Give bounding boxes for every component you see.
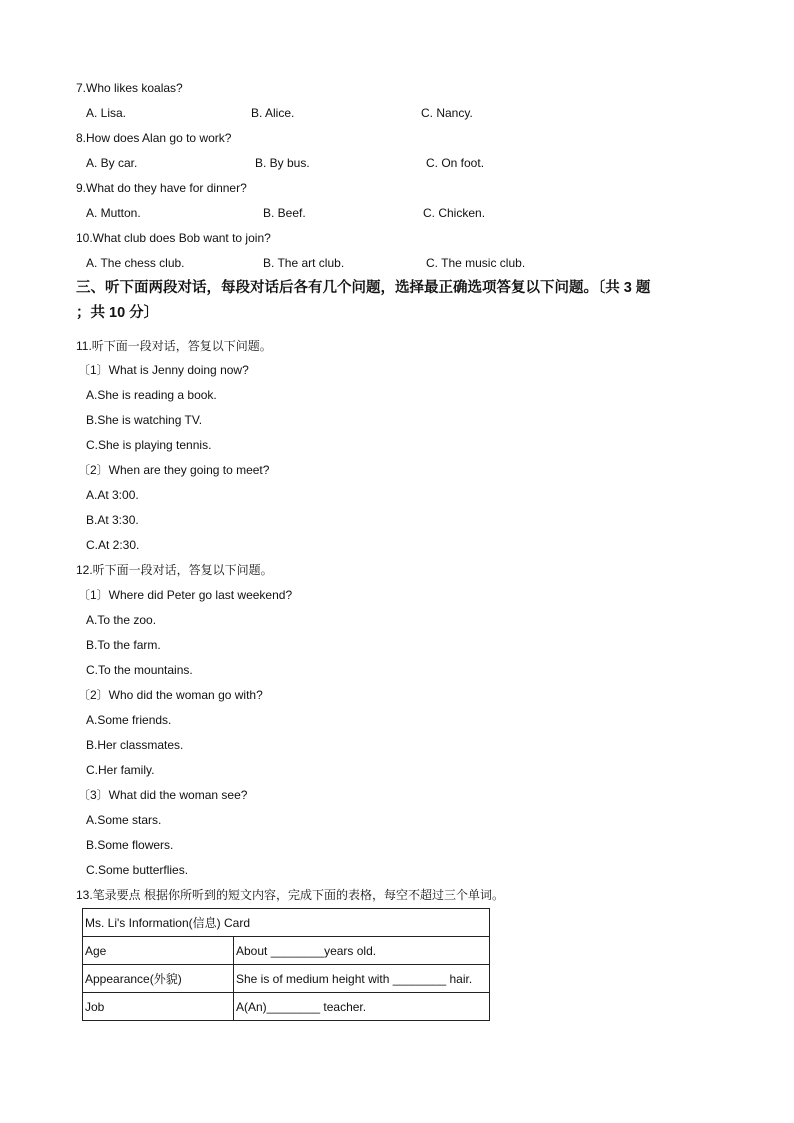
question-12-stem: 12.听下面一段对话，答复以下问题。 xyxy=(76,563,273,577)
q8-option-c: C. On foot. xyxy=(426,156,485,170)
question-8-stem: 8.How does Alan go to work? xyxy=(76,131,232,145)
table-row xyxy=(83,937,490,965)
q10-option-a: A. The chess club. xyxy=(86,256,185,270)
q11-sub1-option-b: B.She is watching TV. xyxy=(86,413,203,427)
q9-option-a: A. Mutton. xyxy=(86,206,141,220)
question-10-stem: 10.What club does Bob want to join? xyxy=(76,231,271,245)
q10-option-b: B. The art club. xyxy=(263,256,345,270)
q12-sub3-option-c: C.Some butterflies. xyxy=(86,863,189,877)
q12-sub3-option-b: B.Some flowers. xyxy=(86,838,174,852)
q12-sub1-option-b: B.To the farm. xyxy=(86,638,161,652)
q9-option-b: B. Beef. xyxy=(263,206,306,220)
info-card-table xyxy=(82,908,490,1021)
q12-sub1-option-c: C.To the mountains. xyxy=(86,663,193,677)
q7-option-a: A. Lisa. xyxy=(86,106,127,120)
question-7-stem: 7.Who likes koalas? xyxy=(76,81,183,95)
q7-option-c: C. Nancy. xyxy=(421,106,473,120)
row-value-appearance: She is of medium height with ________ hair. xyxy=(234,965,490,993)
q11-sub1-stem: 〔1〕What is Jenny doing now? xyxy=(78,363,249,377)
q8-option-a: A. By car. xyxy=(86,156,138,170)
table-title: Ms. Li's Information(信息) Card xyxy=(83,909,490,937)
q8-option-b: B. By bus. xyxy=(255,156,310,170)
q12-sub1-stem: 〔1〕Where did Peter go last weekend? xyxy=(78,588,293,602)
q12-sub3-option-a: A.Some stars. xyxy=(86,813,162,827)
q12-sub2-option-a: A.Some friends. xyxy=(86,713,172,727)
question-11-stem: 11.听下面一段对话，答复以下问题。 xyxy=(76,339,272,353)
q12-sub1-option-a: A.To the zoo. xyxy=(86,613,157,627)
table-row xyxy=(83,993,490,1021)
q12-sub2-option-c: C.Her family. xyxy=(86,763,155,777)
question-9-stem: 9.What do they have for dinner? xyxy=(76,181,247,195)
q11-sub1-option-c: C.She is playing tennis. xyxy=(86,438,212,452)
q10-option-c: C. The music club. xyxy=(426,256,526,270)
q11-sub2-option-a: A.At 3:00. xyxy=(86,488,139,502)
q11-sub2-option-b: B.At 3:30. xyxy=(86,513,139,527)
q12-sub2-option-b: B.Her classmates. xyxy=(86,738,184,752)
q12-sub3-stem: 〔3〕What did the woman see? xyxy=(78,788,248,802)
table-title-row xyxy=(83,909,490,937)
q11-sub1-option-a: A.She is reading a book. xyxy=(86,388,217,402)
q11-sub2-option-c: C.At 2:30. xyxy=(86,538,140,552)
q9-option-c: C. Chicken. xyxy=(423,206,486,220)
q7-option-b: B. Alice. xyxy=(251,106,295,120)
row-label-job: Job xyxy=(83,993,234,1021)
section-3-heading-cont: ；共 10 分〕 xyxy=(76,305,159,321)
section-3-heading: 三、听下面两段对话，每段对话后各有几个问题，选择最正确选项答复以下问题。〔共 3 题 xyxy=(76,280,651,296)
table-row xyxy=(83,965,490,993)
question-13-stem: 13.笔录要点 根据你所听到的短文内容，完成下面的表格，每空不超过三个单词。 xyxy=(76,888,505,902)
row-value-job: A(An)________ teacher. xyxy=(234,993,490,1021)
row-label-appearance: Appearance(外貌) xyxy=(83,965,234,993)
row-label-age: Age xyxy=(83,937,234,965)
row-value-age: About ________years old. xyxy=(234,937,490,965)
q11-sub2-stem: 〔2〕When are they going to meet? xyxy=(78,463,270,477)
q12-sub2-stem: 〔2〕Who did the woman go with? xyxy=(78,688,263,702)
